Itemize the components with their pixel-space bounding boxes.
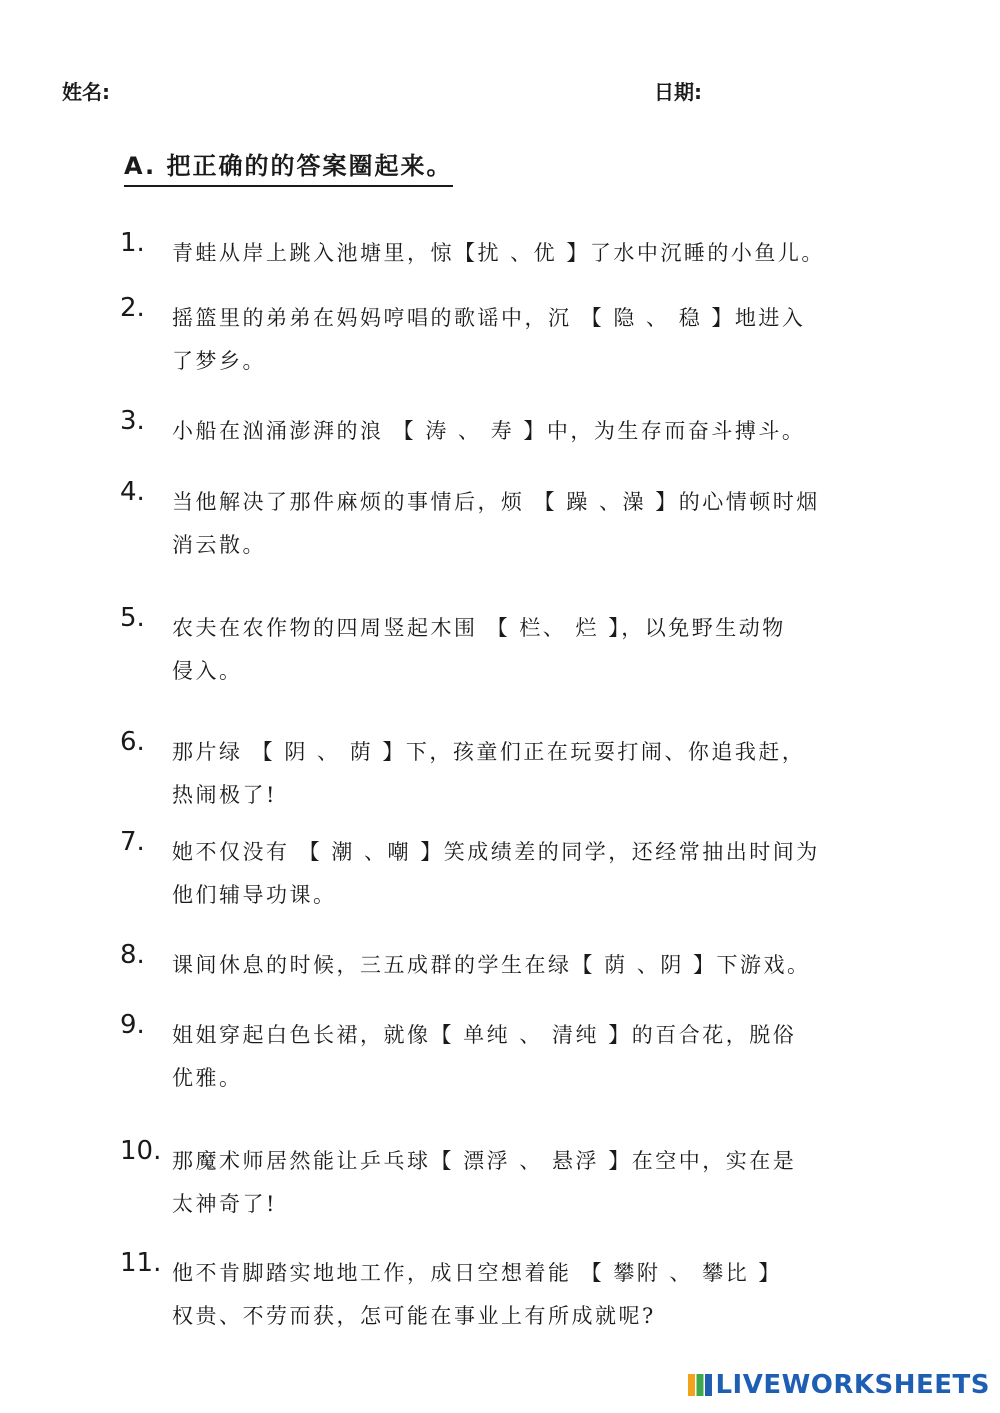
section-title: A. 把正确的的答案圈起来。 [124,146,453,187]
question-text [172,481,892,567]
question-number: 11. [120,1248,162,1278]
question-line: 青蛙从岸上跳入池塘里，惊【扰 、优 】了水中沉睡的小鱼儿。 [172,241,825,265]
question-text [172,1140,892,1226]
question-text [172,731,892,817]
question-line: 太神奇了! [172,1192,277,1216]
question-line: 那片绿 【 阴 、 荫 】下，孩童们正在玩耍打闹、你追我赶， [172,740,806,764]
question-text [172,410,892,453]
liveworksheets-logo-icon [687,1372,713,1398]
question-number: 8. [120,940,145,970]
question-line: 侵入。 [172,659,243,683]
question-text [172,831,892,917]
question-line: 当他解决了那件麻烦的事情后，烦 【 躁 、澡 】的心情顿时烟 [172,490,820,514]
date-label: 日期: [654,80,702,104]
question-text [172,607,892,693]
question-line: 她不仅没有 【 潮 、嘲 】笑成绩差的同学，还经常抽出时间为 [172,840,820,864]
question-line: 小船在汹涌澎湃的浪 【 涛 、 寿 】中，为生存而奋斗搏斗。 [172,419,806,443]
question-line: 那魔术师居然能让乒乓球【 漂浮 、 悬浮 】在空中，实在是 [172,1149,797,1173]
question-number: 1. [120,228,145,258]
question-text [172,944,892,987]
question-number: 10. [120,1136,162,1166]
question-line: 热闹极了! [172,783,277,807]
liveworksheets-watermark[interactable] [687,1369,990,1401]
question-line: 了梦乡。 [172,349,266,373]
question-number: 4. [120,477,145,507]
question-line: 摇篮里的弟弟在妈妈哼唱的歌谣中，沉 【 隐 、 稳 】地进入 [172,306,806,330]
question-text [172,297,892,383]
question-number: 3. [120,406,145,436]
question-line: 优雅。 [172,1066,243,1090]
question-line: 姐姐穿起白色长裙，就像【 单纯 、 清纯 】的百合花，脱俗 [172,1023,797,1047]
question-line: 权贵、不劳而获，怎可能在事业上有所成就呢? [172,1304,656,1328]
watermark-text: LIVEWORKSHEETS [715,1370,990,1400]
question-text [172,232,892,275]
question-text [172,1014,892,1100]
question-line: 农夫在农作物的四周竖起木围 【 栏、 烂 】，以免野生动物 [172,616,786,640]
question-line: 他不肯脚踏实地地工作，成日空想着能 【 攀附 、 攀比 】 [172,1261,782,1285]
question-number: 9. [120,1010,145,1040]
question-text [172,1252,892,1338]
question-number: 5. [120,603,145,633]
question-number: 6. [120,727,145,757]
question-number: 7. [120,827,145,857]
name-label: 姓名: [62,80,110,104]
question-line: 课间休息的时候，三五成群的学生在绿【 荫 、阴 】下游戏。 [172,953,811,977]
question-line: 消云散。 [172,533,266,557]
question-number: 2. [120,293,145,323]
question-line: 他们辅导功课。 [172,883,337,907]
